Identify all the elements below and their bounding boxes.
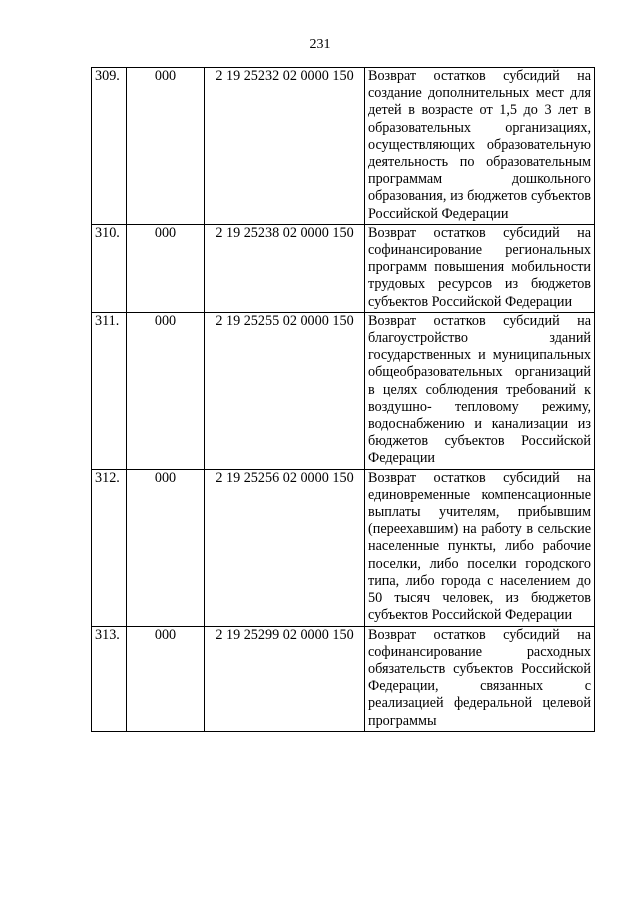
row-description xyxy=(365,469,595,626)
admin-code: 000 xyxy=(127,68,205,225)
page-number: 231 xyxy=(309,37,331,52)
table-row xyxy=(92,469,595,626)
row-number: 311. xyxy=(92,312,127,469)
row-number: 310. xyxy=(92,224,127,312)
description-text: Возврат остатков субсидий на создание дополнительных мест для детей в возрасте от 1,5 до 3 лет в образовательных организациях, осуществляющих образовательную деятельность по образовательным программам дошкольного образования, из бюджетов субъектов Российской Федерации xyxy=(368,68,591,222)
description-text: Возврат остатков субсидий на единовременные компенсационные выплаты учителям, прибывшим (переехавшим) на работу в сельские населенные пункты, либо рабочие поселки, либо поселки городского типа, либо города с населением до 50 тысяч человек, из бюджетов субъектов Российской Федерации xyxy=(368,469,591,624)
budget-code: 2 19 25299 02 0000 150 xyxy=(205,626,365,731)
admin-code: 000 xyxy=(127,224,205,312)
budget-code: 2 19 25238 02 0000 150 xyxy=(205,224,365,312)
table-row xyxy=(92,626,595,731)
description-text: Возврат остатков субсидий на благоустройство зданий государственных и муниципальных общеобразовательных организаций в целях соблюдения требований к воздушно- тепловому режиму, водоснабжению и канализации из бюджетов субъектов Российской Федерации xyxy=(368,312,591,467)
row-number: 313. xyxy=(92,626,127,731)
table-row xyxy=(92,312,595,469)
row-description xyxy=(365,68,595,225)
budget-code: 2 19 25232 02 0000 150 xyxy=(205,68,365,225)
row-number: 309. xyxy=(92,68,127,225)
budget-code: 2 19 25256 02 0000 150 xyxy=(205,469,365,626)
admin-code: 000 xyxy=(127,469,205,626)
description-text: Возврат остатков субсидий на софинансирование расходных обязательств субъектов Российской Федерации, связанных с реализацией федеральной целевой программы xyxy=(368,626,591,729)
budget-classification-table xyxy=(91,67,595,732)
description-text: Возврат остатков субсидий на софинансирование региональных программ повышения мобильности трудовых ресурсов из бюджетов субъектов Российской Федерации xyxy=(368,224,591,310)
row-number: 312. xyxy=(92,469,127,626)
row-description xyxy=(365,312,595,469)
row-description xyxy=(365,224,595,312)
admin-code: 000 xyxy=(127,312,205,469)
admin-code: 000 xyxy=(127,626,205,731)
table-row xyxy=(92,68,595,225)
row-description xyxy=(365,626,595,731)
table-row xyxy=(92,224,595,312)
budget-code: 2 19 25255 02 0000 150 xyxy=(205,312,365,469)
